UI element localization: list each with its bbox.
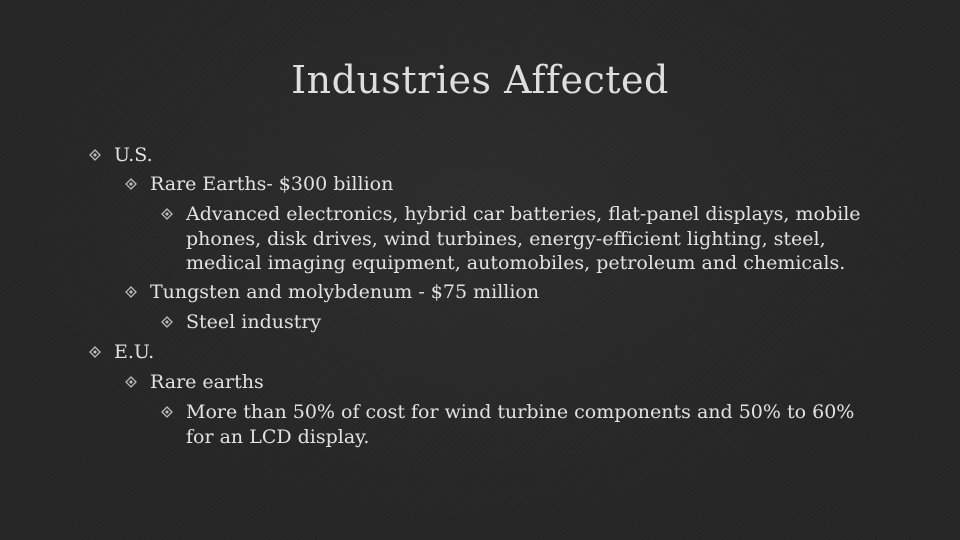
bullet-item-rare-earth-uses [186, 202, 886, 276]
bullet-text: Advanced electronics, hybrid car batteries, flat-panel displays, mobile phones, disk drives, wind turbines, energy-efficient lighting, steel, medical imaging equipment, automobiles, petroleum and chemicals. [186, 203, 861, 274]
diamond-bullet-icon [123, 176, 139, 192]
diamond-bullet-icon [159, 314, 175, 330]
bullet-item-steel-industry [186, 310, 886, 335]
diamond-bullet-icon [87, 344, 103, 360]
bullet-text: E.U. [114, 341, 155, 363]
bullet-item-us [114, 143, 874, 168]
bullet-text: U.S. [114, 144, 153, 166]
bullet-text: Tungsten and molybdenum - $75 million [150, 281, 540, 303]
bullet-text: Rare Earths- $300 billion [150, 173, 394, 195]
diamond-bullet-icon [87, 147, 103, 163]
diamond-bullet-icon [123, 374, 139, 390]
bullet-item-rare-earths-eu [150, 370, 870, 395]
bullet-item-cost-share [186, 400, 876, 449]
bullet-item-eu [114, 340, 874, 365]
diamond-bullet-icon [159, 206, 175, 222]
bullet-item-rare-earths-us [150, 172, 870, 197]
bullet-text: Rare earths [150, 371, 264, 393]
diamond-bullet-icon [159, 404, 175, 420]
bullet-item-tungsten [150, 280, 870, 305]
bullet-text: More than 50% of cost for wind turbine components and 50% to 60% for an LCD display. [186, 401, 855, 448]
bullet-text: Steel industry [186, 311, 322, 333]
diamond-bullet-icon [123, 284, 139, 300]
slide-title: Industries Affected [291, 58, 669, 102]
